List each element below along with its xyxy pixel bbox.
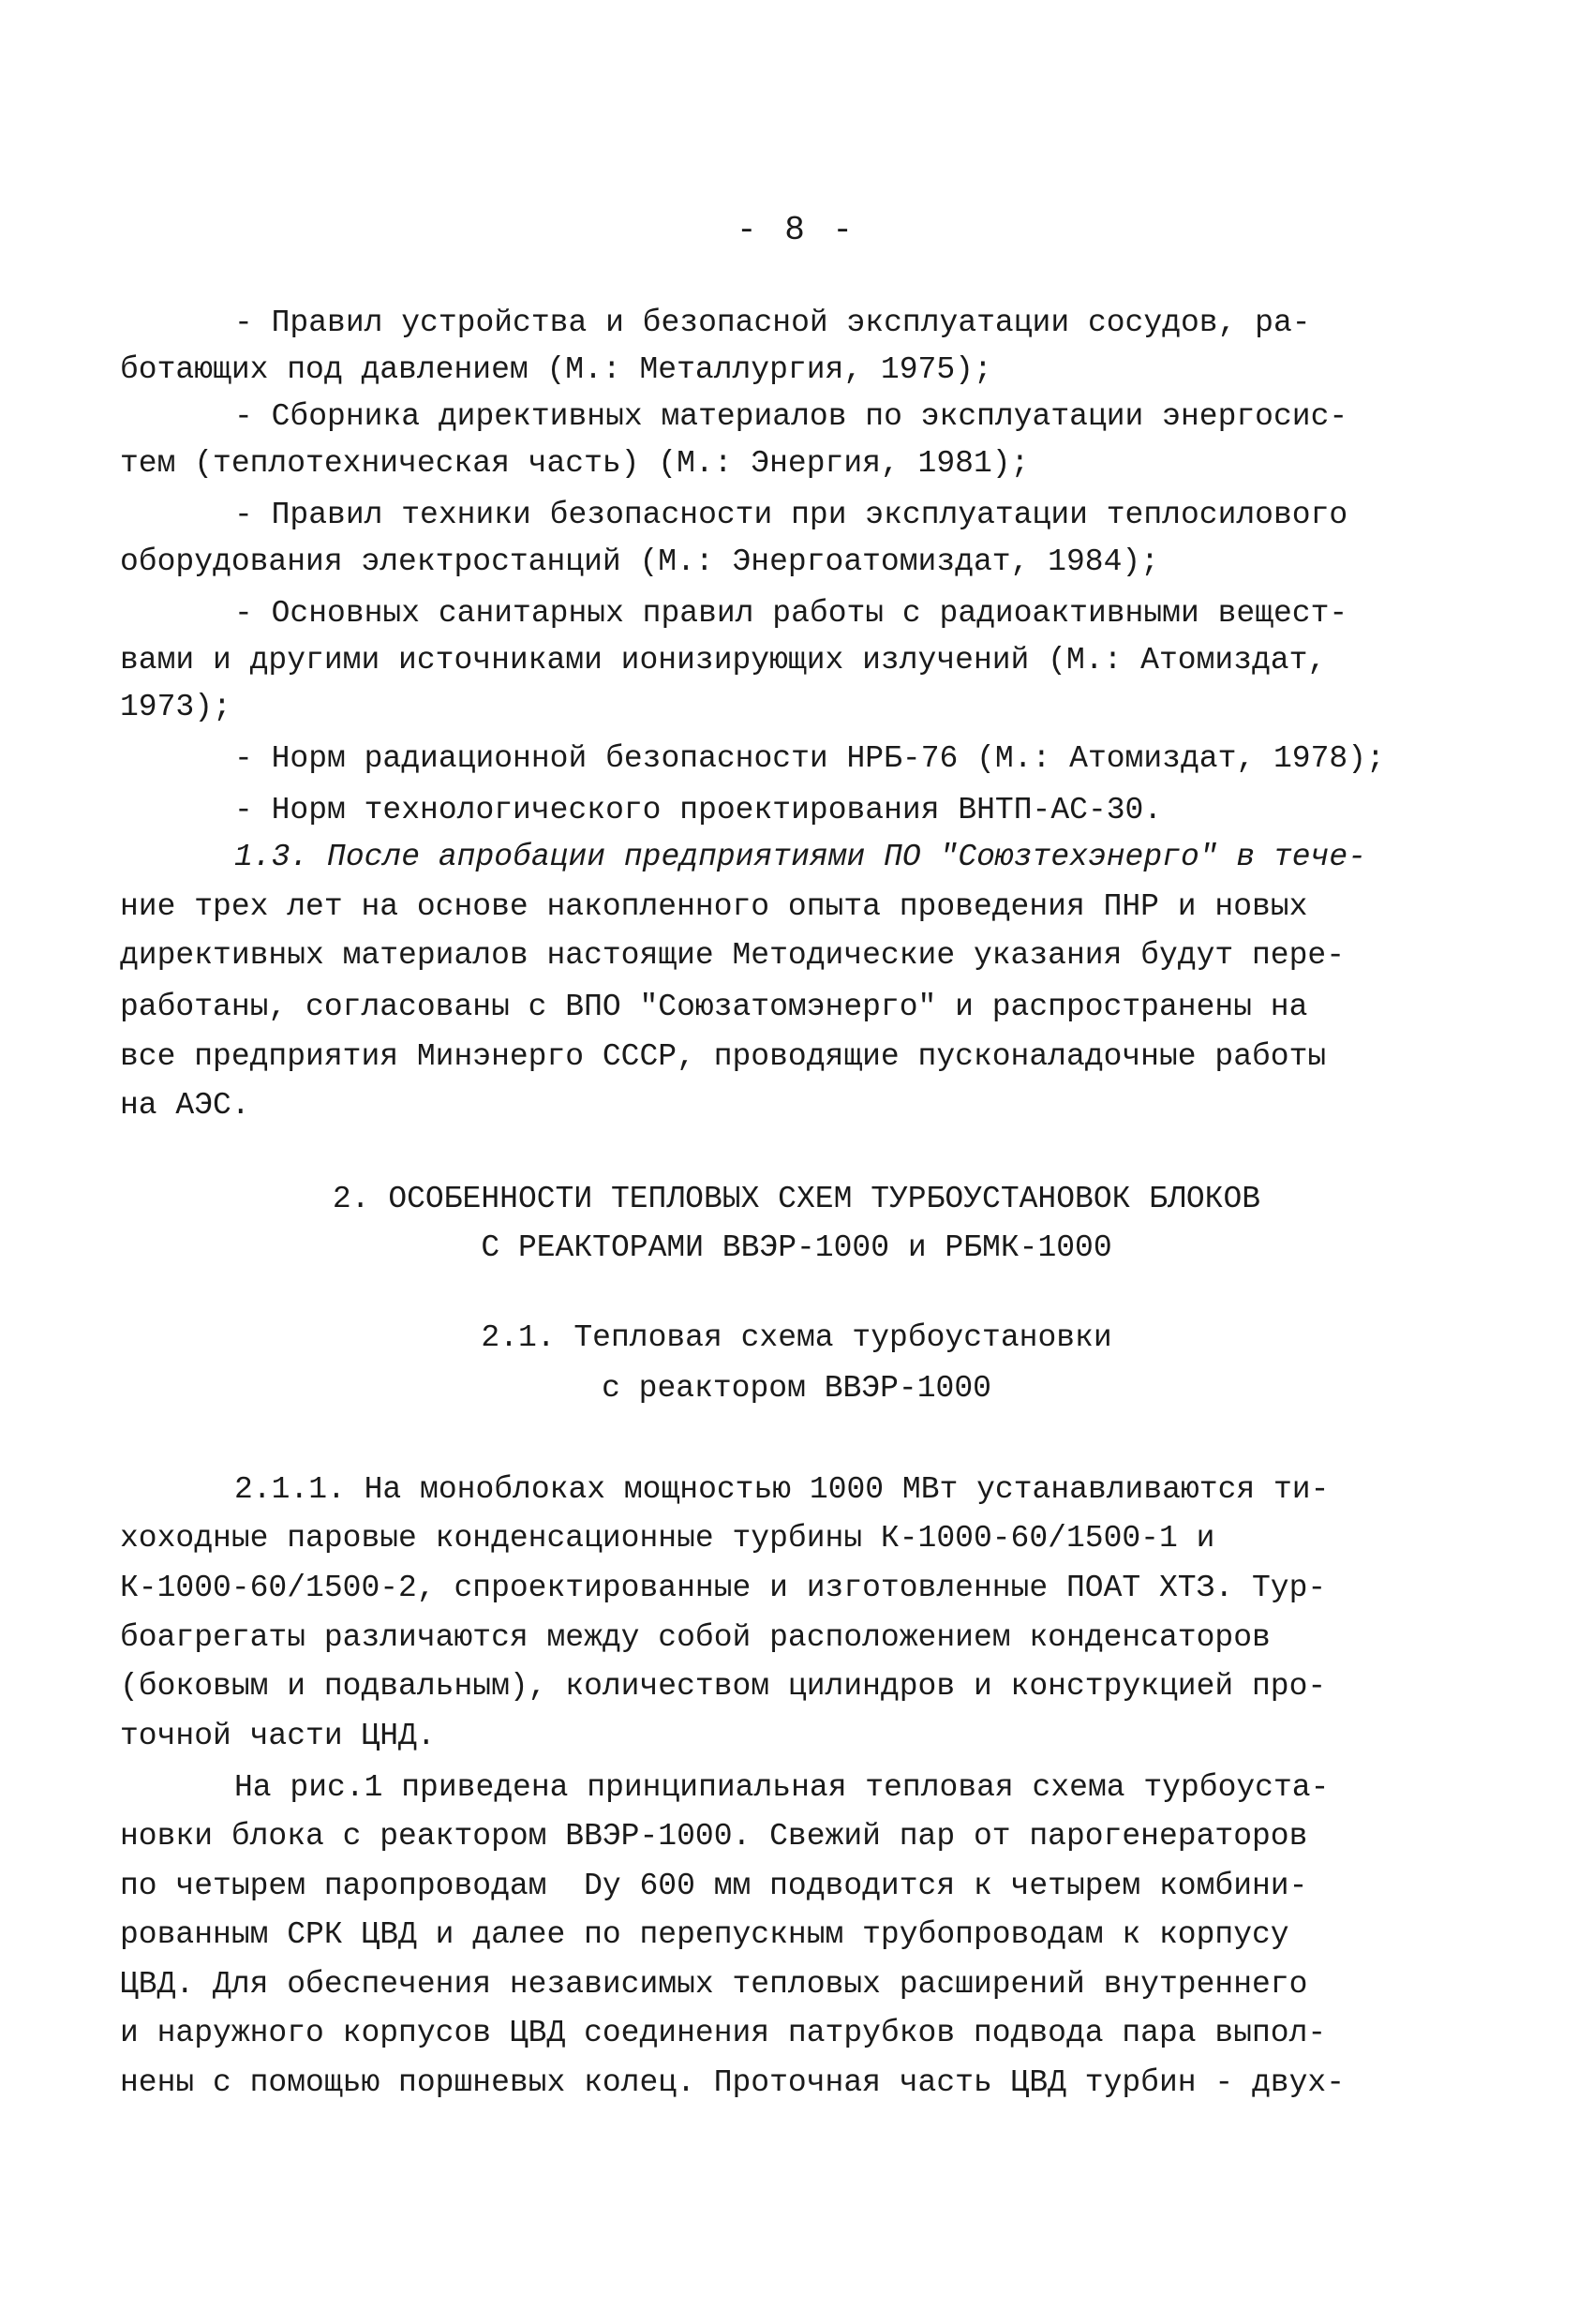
text-line: 1.3. После апробации предприятиями ПО "Союзтехэнерго" в тече- (234, 840, 1366, 874)
subsection-heading-line: с реактором ВВЭР-1000 (602, 1371, 991, 1406)
text-line: вами и другими источниками ионизирующих излучений (М.: Атомиздат, (120, 643, 1327, 678)
text-line: ние трех лет на основе накопленного опыта проведения ПНР и новых (120, 889, 1308, 924)
text-line: по четырем паропроводам Dу 600 мм подводится к четырем комбини- (120, 1869, 1308, 1903)
text-line: работаны, согласованы с ВПО "Союзатомэнерго" и распространены на (120, 990, 1308, 1024)
text-line: тем (теплотехническая часть) (М.: Энергия, 1981); (120, 446, 1030, 481)
text-line: - Норм радиационной безопасности НРБ-76 (М.: Атомиздат, 1978); (234, 741, 1385, 776)
text-line: на АЭС. (120, 1088, 250, 1123)
text-line: - Основных санитарных правил работы с радиоактивными вещест- (234, 596, 1348, 631)
text-line: (боковым и подвальным), количеством цилиндров и конструкцией про- (120, 1669, 1327, 1704)
text-line: боагрегаты различаются между собой расположением конденсаторов (120, 1620, 1271, 1655)
text-line: директивных материалов настоящие Методические указания будут пере- (120, 938, 1346, 973)
text-line: оборудования электростанций (М.: Энергоатомиздат, 1984); (120, 544, 1159, 579)
text-line: все предприятия Минэнерго СССР, проводящие пусконаладочные работы (120, 1039, 1327, 1074)
text-line: точной части ЦНД. (120, 1719, 436, 1753)
text-line: ботающих под давлением (М.: Металлургия, 1975); (120, 352, 992, 387)
text-line: - Норм технологического проектирования ВНТП-АС-30. (234, 793, 1163, 827)
text-line: нены с помощью поршневых колец. Проточная часть ЦВД турбин - двух- (120, 2065, 1346, 2100)
section-heading-line: С РЕАКТОРАМИ ВВЭР-1000 и РБМК-1000 (481, 1230, 1112, 1265)
text-line: рованным СРК ЦВД и далее по перепускным трубопроводам к корпусу (120, 1917, 1289, 1952)
page-number: - 8 - (736, 211, 857, 249)
text-line: и наружного корпусов ЦВД соединения патрубков подвода пара выпол- (120, 2016, 1327, 2050)
text-line: ЦВД. Для обеспечения независимых тепловых расширений внутреннего (120, 1967, 1308, 2002)
text-line: На рис.1 приведена принципиальная тепловая схема турбоуста- (234, 1770, 1330, 1805)
text-line: К-1000-60/1500-2, спроектированные и изготовленные ПОАТ ХТЗ. Тур- (120, 1571, 1327, 1605)
text-line: 1973); (120, 690, 231, 724)
text-line: - Правил устройства и безопасной эксплуатации сосудов, ра- (234, 305, 1311, 340)
text-line: - Сборника директивных материалов по эксплуатации энергосис- (234, 399, 1348, 434)
section-heading-line: 2. ОСОБЕННОСТИ ТЕПЛОВЫХ СХЕМ ТУРБОУСТАНОВОК БЛОКОВ (332, 1182, 1261, 1216)
subsection-heading-line: 2.1. Тепловая схема турбоустановки (481, 1320, 1112, 1355)
text-line: хоходные паровые конденсационные турбины К-1000-60/1500-1 и (120, 1521, 1215, 1556)
text-line: - Правил техники безопасности при эксплуатации теплосилового (234, 498, 1348, 532)
text-line: новки блока с реактором ВВЭР-1000. Свежий пар от парогенераторов (120, 1819, 1308, 1854)
text-line: 2.1.1. На моноблоках мощностью 1000 МВт устанавливаются ти- (234, 1472, 1330, 1507)
